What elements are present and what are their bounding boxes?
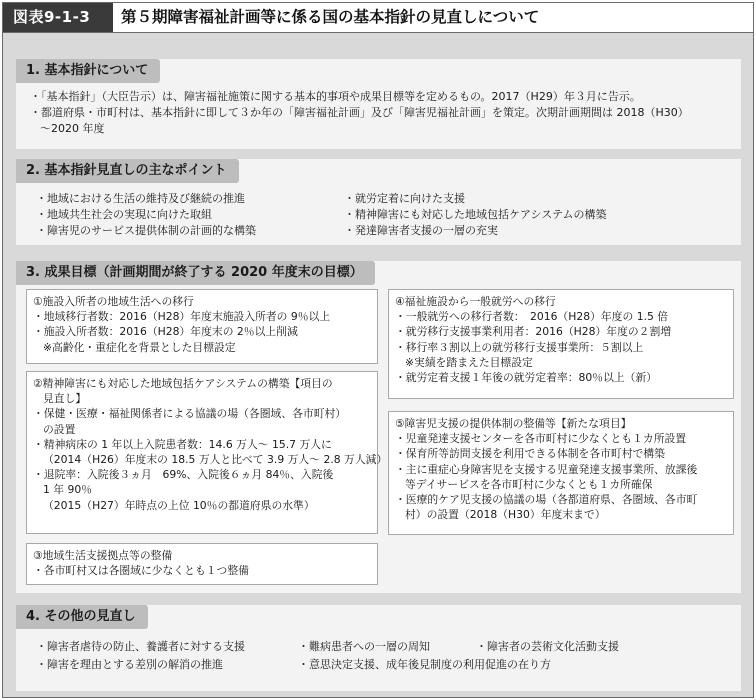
section-heading: 1. 基本指針について (16, 59, 160, 83)
text-line: の設置 (43, 422, 76, 436)
other-item: ・意思決定支援、成年後見制度の利用促進の在り方 (298, 658, 551, 671)
section-outcome-targets (16, 261, 741, 593)
text-line: ・就労移行支援事業利用者：2016（H28）年度の２割増 (395, 325, 672, 339)
text-line: 村）の設置（2018（H30）年度末まで） (405, 508, 606, 522)
points-left-column (36, 191, 256, 239)
box-title: ③地域生活支援拠点等の整備 (33, 549, 173, 562)
section-other-revisions (16, 605, 741, 691)
target-box-employment-transition (388, 289, 734, 399)
text-line: （2014（H26）年度末の 18.5 万人と比べて 3.9 万人〜 2.8 万人減） (43, 453, 388, 467)
figure-title: 第５期障害福祉計画等に係る国の基本指針の見直しについて (121, 8, 540, 26)
text-line: ・施設入所者数：2016（H28）年度末の 2％以上削減 (33, 325, 298, 339)
box-title: ②精神障害にも対応した地域包括ケアシステムの構築【項目の (33, 377, 333, 390)
list-item: ・精神障害にも対応した地域包括ケアシステムの構築 (344, 208, 607, 221)
text-line: ・地域移行者数：2016（H28）年度末施設入所者の 9％以上 (33, 310, 331, 324)
other-item: ・障害を理由とする差別の解消の推進 (36, 658, 223, 671)
text-line: ・保健・医療・福祉関係者による協議の場（各圏域、各市町村） (33, 407, 347, 421)
text-line: ・移行率３割以上の就労移行支援事業所：５割以上 (395, 340, 644, 354)
section-main-points (16, 159, 741, 245)
text-line: 〜2020 年度 (40, 122, 105, 135)
list-item: ・地域共生社会の実現に向けた取組 (36, 208, 212, 221)
text-line: 等デイサービスを各市町村に少なくとも１カ所確保 (405, 477, 653, 491)
text-line: ・一般就労への移行者数： 2016（H28）年度の 1.5 倍 (395, 310, 669, 324)
figure-frame (2, 2, 754, 698)
target-box-child-support (388, 411, 734, 535)
text-line: ・就労定着支援１年後の就労定着率：80％以上（新） (395, 371, 658, 385)
text-line: （2015（H27）年時点の上位 10％の都道府県の水準） (43, 498, 315, 512)
other-item: ・難病患者への一層の周知 (298, 640, 430, 653)
text-line: ・医療的ケア児支援の協議の場（各都道府県、各圏域、各市町 (395, 493, 698, 507)
list-item: ・就労定着に向けた支援 (344, 192, 465, 205)
section-heading: 2. 基本指針見直しの主なポイント (16, 159, 239, 183)
text-line: ・精神病床の 1 年以上入院患者数：14.6 万人〜 15.7 万人に (33, 437, 332, 451)
box-title-cont: 見直し】 (43, 392, 87, 406)
figure-header (3, 3, 753, 33)
box-title: ①施設入所者の地域生活への移行 (33, 295, 194, 308)
text-line: ・主に重症心身障害児を支援する児童発達支援事業所、放課後 (395, 462, 698, 476)
text-line: ・各市町村又は各圏域に少なくとも１つ整備 (33, 564, 249, 578)
text-line: ※高齢化・重症化を背景とした目標設定 (43, 340, 236, 354)
list-item: ・障害児のサービス提供体制の計画的な構築 (36, 224, 256, 237)
points-right-column (344, 191, 606, 239)
box-title: ⑤障害児支援の提供体制の整備等【新たな項目】 (395, 417, 632, 430)
text-line: ・退院率：入院後３ヵ月 69%、入院後６ヵ月 84％、入院後 (33, 468, 334, 482)
section-heading: 3. 成果目標（計画期間が終了する 2020 年度末の目標） (16, 261, 375, 285)
section-basic-guidelines (16, 59, 741, 149)
text-line: ・保育所等訪問支援を利用できる体制を各市町村で構築 (395, 447, 665, 461)
text-line: ・都道府県・市町村は、基本指針に即して３か年の「障害福祉計画」及び「障害児福祉計画」を策定。次期計画期間は 2018（H30） (30, 106, 689, 119)
other-item: ・障害者虐待の防止、養護者に対する支援 (36, 640, 245, 653)
other-item: ・障害者の芸術文化活動支援 (476, 640, 619, 653)
target-box-facility-transition (26, 289, 378, 364)
figure-label: 図表9-1-3 (3, 3, 113, 32)
box-title: ④福祉施設から一般就労への移行 (395, 295, 556, 308)
text-line: ・児童発達支援センターを各市町村に少なくとも１カ所設置 (395, 432, 687, 446)
text-line: 1 年 90％ (43, 483, 93, 497)
list-item: ・地域における生活の維持及び継続の推進 (36, 192, 245, 205)
text-line: ※実績を踏まえた目標設定 (405, 355, 533, 369)
list-item: ・発達障害者支援の一層の充実 (344, 224, 498, 237)
text-line: ・「基本指針」（大臣告示）は、障害福祉施策に関する基本的事項や成果目標等を定めるもの。2017（H29）年３月に告示。 (30, 90, 641, 103)
section-heading: 4. その他の見直し (16, 605, 148, 629)
target-box-community-base (26, 543, 378, 585)
target-box-mental-health-care (26, 371, 388, 534)
